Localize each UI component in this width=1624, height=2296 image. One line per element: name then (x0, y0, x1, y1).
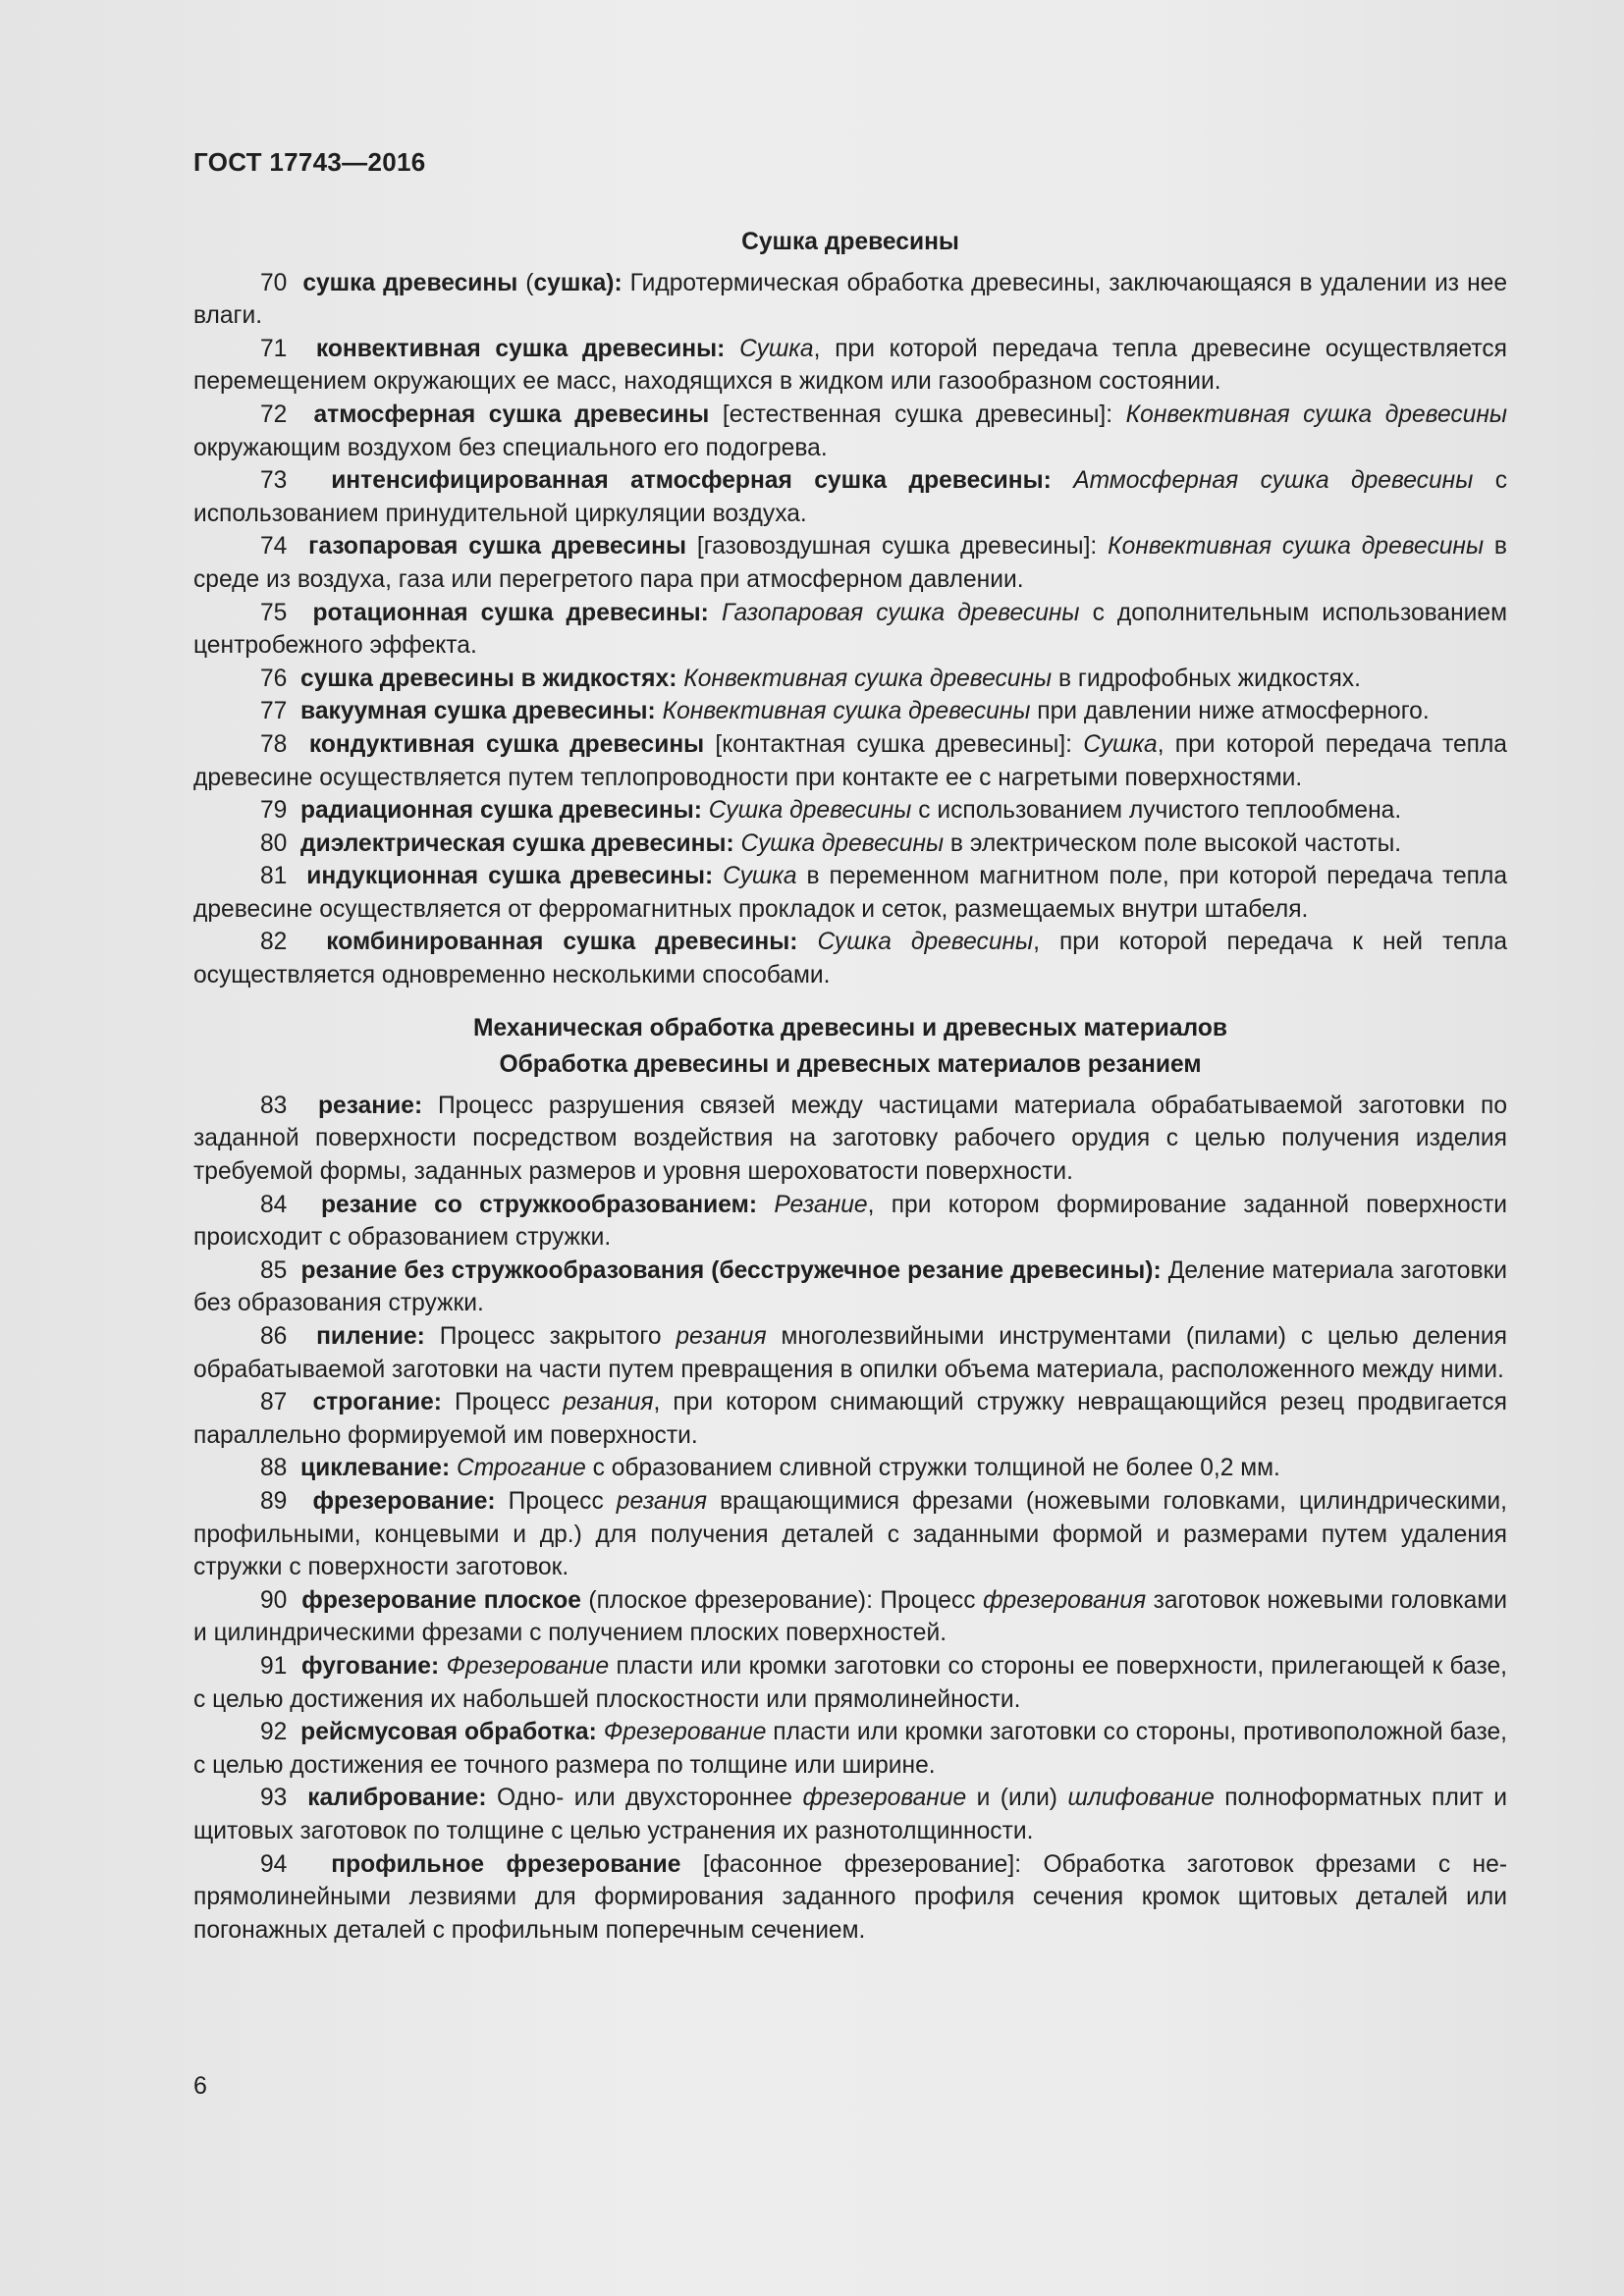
subsection-title-cutting: Обработка древесины и древесных материалов резанием (499, 1051, 1202, 1079)
term-name: фрезерование плоское (301, 1586, 581, 1614)
term-reference: Сушка древесины (817, 929, 1034, 956)
entry-text: Одно- или двухстороннее (486, 1785, 803, 1812)
term-entry (193, 1452, 1507, 1485)
term-name: комбинированная сушка древесины: (326, 929, 798, 956)
term-reference: резания (563, 1389, 654, 1416)
term-entry (193, 663, 1507, 696)
section-cutting-entries (193, 1090, 1507, 1947)
term-entry (193, 1090, 1507, 1189)
entry-text: , при которой передача тепла древесине осуществляется перемещением окружающих ее масс, находящихся в жидком или газообразном состоянии. (193, 335, 1507, 396)
term-entry (193, 530, 1507, 596)
term-reference: Резание (774, 1191, 868, 1218)
entry-number: 90 (260, 1586, 288, 1614)
entry-text: окружающим воздухом без специального его подогрева. (193, 434, 828, 461)
entry-text (797, 929, 817, 955)
term-reference: Фрезерование (603, 1719, 767, 1746)
entry-text: , при которой передача тепла древесине осуществляется путем теплопроводности при контакте ее с нагретыми поверхностями. (193, 730, 1507, 791)
term-reference: Атмосферная сушка древесины (1073, 467, 1474, 495)
entry-number: 82 (260, 929, 288, 956)
term-entry (193, 1848, 1507, 1948)
term-entry (193, 728, 1507, 794)
term-name: фугование: (301, 1652, 440, 1680)
term-reference: Сушка (739, 335, 814, 362)
term-name: резание со стружкообразованием: (320, 1191, 758, 1218)
term-reference: Конвективная сушка древесины (683, 665, 1053, 692)
entry-text: в электрическом поле высокой частоты. (944, 829, 1402, 857)
entry-number: 73 (260, 467, 288, 495)
term-reference: фрезерования (982, 1586, 1147, 1614)
term-name: строгание: (312, 1389, 442, 1416)
entry-text: с дополнительным использованием центробежного эффекта. (193, 599, 1508, 660)
document-code-header: ГОСТ 17743—2016 (193, 147, 426, 177)
entry-text: Процесс разрушения связей между частицами материала обрабатываемой заготовки по заданной поверхности посредством воздействия на заготовку рабочего орудия с целью получения изделия требуемой формы, заданных размеров и уровня шероховатости поверхности. (193, 1092, 1507, 1186)
term-entry (193, 695, 1507, 728)
entry-text: полноформатных плит и щитовых заготовок по толщине с целью устранения их разнотолщинности. (193, 1785, 1507, 1844)
entry-number: 93 (260, 1785, 288, 1812)
term-reference: Сушка древесины (708, 797, 912, 825)
entry-text: [контактная сушка древесины]: (704, 730, 1084, 758)
entry-number: 81 (260, 863, 288, 890)
entry-number: 91 (260, 1652, 288, 1680)
entry-text (709, 600, 722, 626)
entry-number: 70 (260, 269, 288, 296)
section-drying-entries (193, 267, 1507, 992)
entry-number: 87 (260, 1389, 288, 1416)
term-entry (193, 1485, 1507, 1584)
term-name: профильное фрезерование (331, 1850, 681, 1878)
term-name: рейсмусовая обработка: (300, 1719, 597, 1746)
term-name: сушка): (533, 269, 623, 296)
entry-text: пласти или кромки заготовки со стороны, противоположной базе, с целью достижения ее точного размера по толщине или ширине. (193, 1719, 1507, 1779)
term-name: диэлектрическая сушка древесины: (300, 829, 734, 857)
term-name: кондуктивная сушка древесины (308, 730, 705, 758)
entry-text: Гидротермическая обработка древесины, заключающаяся в удалении из нее влаги. (193, 269, 1508, 330)
term-name: сушка древесины (302, 269, 518, 296)
entry-text: в гидрофобных жидкостях. (1052, 665, 1361, 692)
entry-number: 84 (260, 1191, 288, 1218)
term-entry (193, 1189, 1507, 1255)
entry-number: 79 (260, 797, 288, 825)
entry-text: с образованием сливной стружки толщиной не более 0,2 мм. (585, 1455, 1280, 1482)
term-name: вакуумная сушка древесины: (300, 698, 656, 725)
term-reference: Строгание (457, 1455, 586, 1482)
term-entry (193, 1584, 1507, 1650)
entry-text: и (или) (966, 1785, 1068, 1812)
entry-text: с использованием лучистого теплообмена. (911, 797, 1402, 825)
term-name: ротационная сушка древесины: (312, 599, 709, 626)
term-reference: резания (616, 1487, 708, 1515)
section-title-drying: Сушка древесины (741, 229, 959, 255)
entry-text: ( (517, 269, 534, 296)
document-body (193, 226, 1507, 1947)
term-reference: резания (676, 1323, 767, 1350)
term-name: резание без стружкообразования (бесстружечное резание древесины): (300, 1256, 1162, 1284)
entry-number: 74 (260, 533, 288, 561)
term-entry (193, 1716, 1507, 1782)
entry-text: с использованием принудительной циркуляции воздуха. (193, 467, 1508, 527)
entry-text: Процесс закрытого (424, 1323, 677, 1350)
term-reference: Конвективная сушка древесины (1108, 533, 1485, 561)
page-number: 6 (193, 2072, 207, 2100)
term-name: сушка древесины в жидкостях: (300, 665, 677, 692)
entry-text: [фасонное фрезерование]: Обработка заготовок фрезами с непрямолинейными лезвиями для формирования заданного профиля сечения кромок щитовых деталей или погонажных деталей с профильным поперечным сечением. (193, 1850, 1508, 1944)
term-reference: Сушка древесины (740, 829, 945, 857)
term-entry (193, 1650, 1507, 1716)
entry-text (725, 336, 739, 362)
term-entry (193, 1386, 1507, 1452)
entry-text: при давлении ниже атмосферного. (1030, 698, 1430, 725)
entry-text (656, 698, 663, 724)
term-entry (193, 464, 1507, 530)
term-reference: Газопаровая сушка древесины (721, 599, 1080, 626)
term-reference: фрезерование (802, 1785, 967, 1812)
term-reference: Конвективная сушка древесины (662, 698, 1031, 725)
entry-text: пласти или кромки заготовки со стороны ее поверхности, прилегающей к базе, с целью достижения их набольшей плоскостности или прямолинейности. (193, 1652, 1507, 1713)
entry-text: [газовоздушная сушка древесины]: (686, 533, 1109, 561)
term-reference: Фрезерование (446, 1652, 610, 1680)
entry-text: заготовок ножевыми головками и цилиндрическими фрезами с получением плоских поверхностей. (193, 1586, 1507, 1647)
entry-text (450, 1455, 457, 1481)
entry-number: 85 (260, 1256, 288, 1284)
entry-number: 71 (260, 335, 288, 362)
entry-text (757, 1192, 774, 1218)
entry-text: (плоское фрезерование): Процесс (580, 1586, 983, 1614)
term-entry (193, 1782, 1507, 1847)
term-reference: Сушка (723, 863, 797, 890)
entry-text (597, 1719, 604, 1745)
entry-number: 89 (260, 1487, 288, 1515)
entry-text: Процесс (495, 1487, 617, 1515)
term-entry (193, 860, 1507, 926)
entry-number: 80 (260, 829, 288, 857)
term-entry (193, 267, 1507, 333)
entry-number: 75 (260, 599, 288, 626)
term-entry (193, 1255, 1507, 1320)
term-reference: шлифование (1067, 1785, 1215, 1812)
term-name: индукционная сушка древесины: (306, 863, 714, 890)
term-entry (193, 399, 1507, 464)
term-entry (193, 1320, 1507, 1386)
entry-number: 94 (260, 1850, 288, 1878)
entry-text: многолезвийными инструментами (пилами) с целью деления обрабатываемой заготовки на части путем превращения в опилки объема материала, расположенного между ними. (193, 1323, 1507, 1383)
entry-text: , при котором снимающий стружку невращающийся резец продвигается параллельно формируемой им поверхности. (193, 1389, 1507, 1449)
entry-number: 76 (260, 665, 288, 692)
term-entry (193, 828, 1507, 861)
term-name: циклевание: (300, 1455, 451, 1482)
entry-number: 83 (260, 1092, 288, 1119)
entry-text (1052, 467, 1073, 494)
term-name: резание: (318, 1092, 423, 1119)
term-reference: Конвективная сушка древесины (1125, 400, 1507, 428)
entry-text: Деление материала заготовки без образования стружки. (193, 1256, 1508, 1317)
entry-text: , при котором формирование заданной поверхности происходит с образованием стружки. (193, 1191, 1507, 1252)
entry-number: 86 (260, 1323, 288, 1350)
section-title-machining: Механическая обработка древесины и древесных материалов (473, 1014, 1227, 1041)
entry-text: [естественная сушка древесины]: (709, 400, 1126, 428)
term-name: калибрование: (307, 1785, 487, 1812)
entry-text (713, 863, 723, 889)
term-entry (193, 794, 1507, 828)
entry-text: в среде из воздуха, газа или перегретого пара при атмосферном давлении. (193, 533, 1507, 593)
entry-text (702, 797, 709, 824)
entry-number: 72 (260, 400, 288, 428)
term-entry (193, 926, 1507, 991)
entry-text: , при которой передача к ней тепла осуществляется одновременно несколькими способами. (193, 929, 1508, 989)
entry-text (734, 830, 741, 857)
entry-number: 77 (260, 698, 288, 725)
entry-text: вращающимися фрезами (ножевыми головками, цилиндрическими, профильными, концевыми и др.) для получения деталей с заданными формой и размерами путем удаления стружки с поверхности заготовок. (193, 1487, 1508, 1581)
entry-number: 88 (260, 1455, 288, 1482)
entry-number: 92 (260, 1719, 288, 1746)
term-entry (193, 333, 1507, 399)
term-name: пиление: (316, 1323, 425, 1350)
term-name: радиационная сушка древесины: (300, 797, 702, 825)
term-reference: Сушка (1083, 730, 1158, 758)
term-name: фрезерование: (312, 1487, 496, 1515)
entry-text: Процесс (442, 1389, 564, 1416)
term-name: интенсифицированная атмосферная сушка древесины: (331, 467, 1052, 495)
term-entry (193, 597, 1507, 663)
term-name: атмосферная сушка древесины (313, 400, 710, 428)
entry-text: в переменном магнитном поле, при которой передача тепла древесине осуществляется от ферромагнитных прокладок и сеток, размещаемых внутри штабеля. (193, 863, 1507, 923)
term-name: газопаровая сушка древесины (308, 533, 687, 561)
entry-number: 78 (260, 730, 288, 758)
term-name: конвективная сушка древесины: (315, 335, 726, 362)
